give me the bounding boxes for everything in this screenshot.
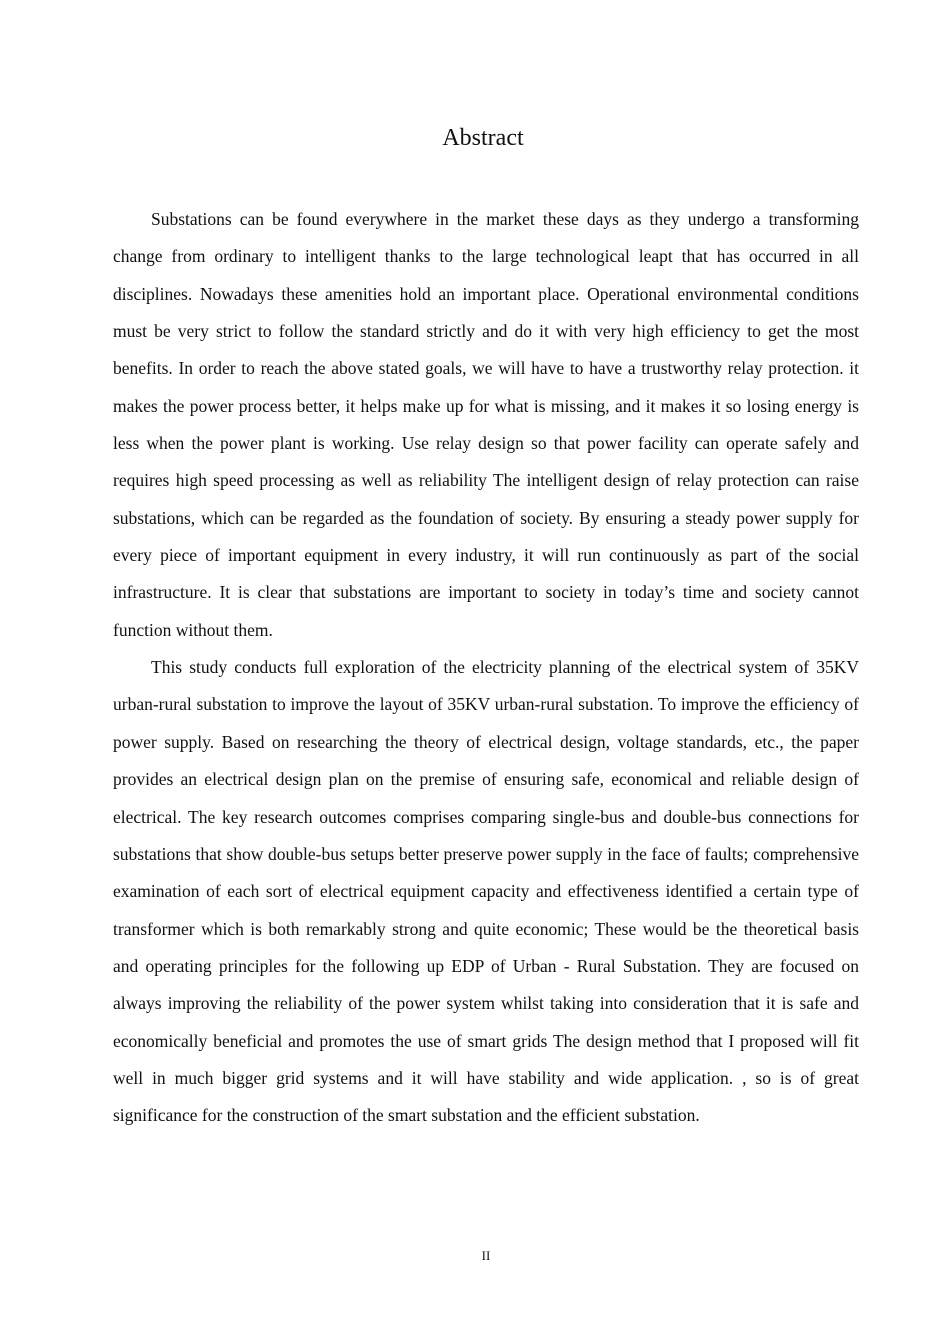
page-number: II — [481, 1248, 491, 1263]
abstract-paragraph-1: Substations can be found everywhere in the market these days as they undergo a transforming change from ordinary to intelligent thanks to the large technological leapt that has occurred in all disciplines. Nowadays these amenities hold an important place. Operational environmental conditions must be very strict to follow the standard strictly and do it with very high efficiency to get the most benefits. In order to reach the above stated goals, we will have to have a trustworthy relay protection. it makes the power process better, it helps make up for what is missing, and it makes it so losing energy is less when the power plant is working. Use relay design so that power facility can operate safely and requires high speed processing as well as reliability The intelligent design of relay protection can raise substations, which can be regarded as the foundation of society. By ensuring a steady power supply for every piece of important equipment in every industry, it will run continuously as part of the social infrastructure. It is clear that substations are important to society in today’s time and society cannot function without them. — [113, 209, 859, 640]
page-title: Abstract — [442, 125, 524, 151]
abstract-paragraph-2: This study conducts full exploration of the electricity planning of the electrical system of 35KV urban-rural substation to improve the layout of 35KV urban-rural substation. To improve the efficiency of power supply. Based on researching the theory of electrical design, voltage standards, etc., the paper provides an electrical design plan on the premise of ensuring safe, economical and reliable design of electrical. The key research outcomes comprises comparing single-bus and double-bus connections for substations that show double-bus setups better preserve power supply in the face of faults; comprehensive examination of each sort of electrical equipment capacity and effectiveness identified a certain type of transformer which is both remarkably strong and quite economic; These would be the theoretical basis and operating principles for the following up EDP of Urban - Rural Substation. They are focused on always improving the reliability of the power system whilst taking into consideration that it is safe and economically beneficial and promotes the use of smart grids The design method that I proposed will fit well in much bigger grid systems and it will have stability and wide application. , so is of great significance for the construction of the smart substation and the efficient substation. — [113, 657, 859, 1126]
abstract-body — [113, 201, 859, 1135]
